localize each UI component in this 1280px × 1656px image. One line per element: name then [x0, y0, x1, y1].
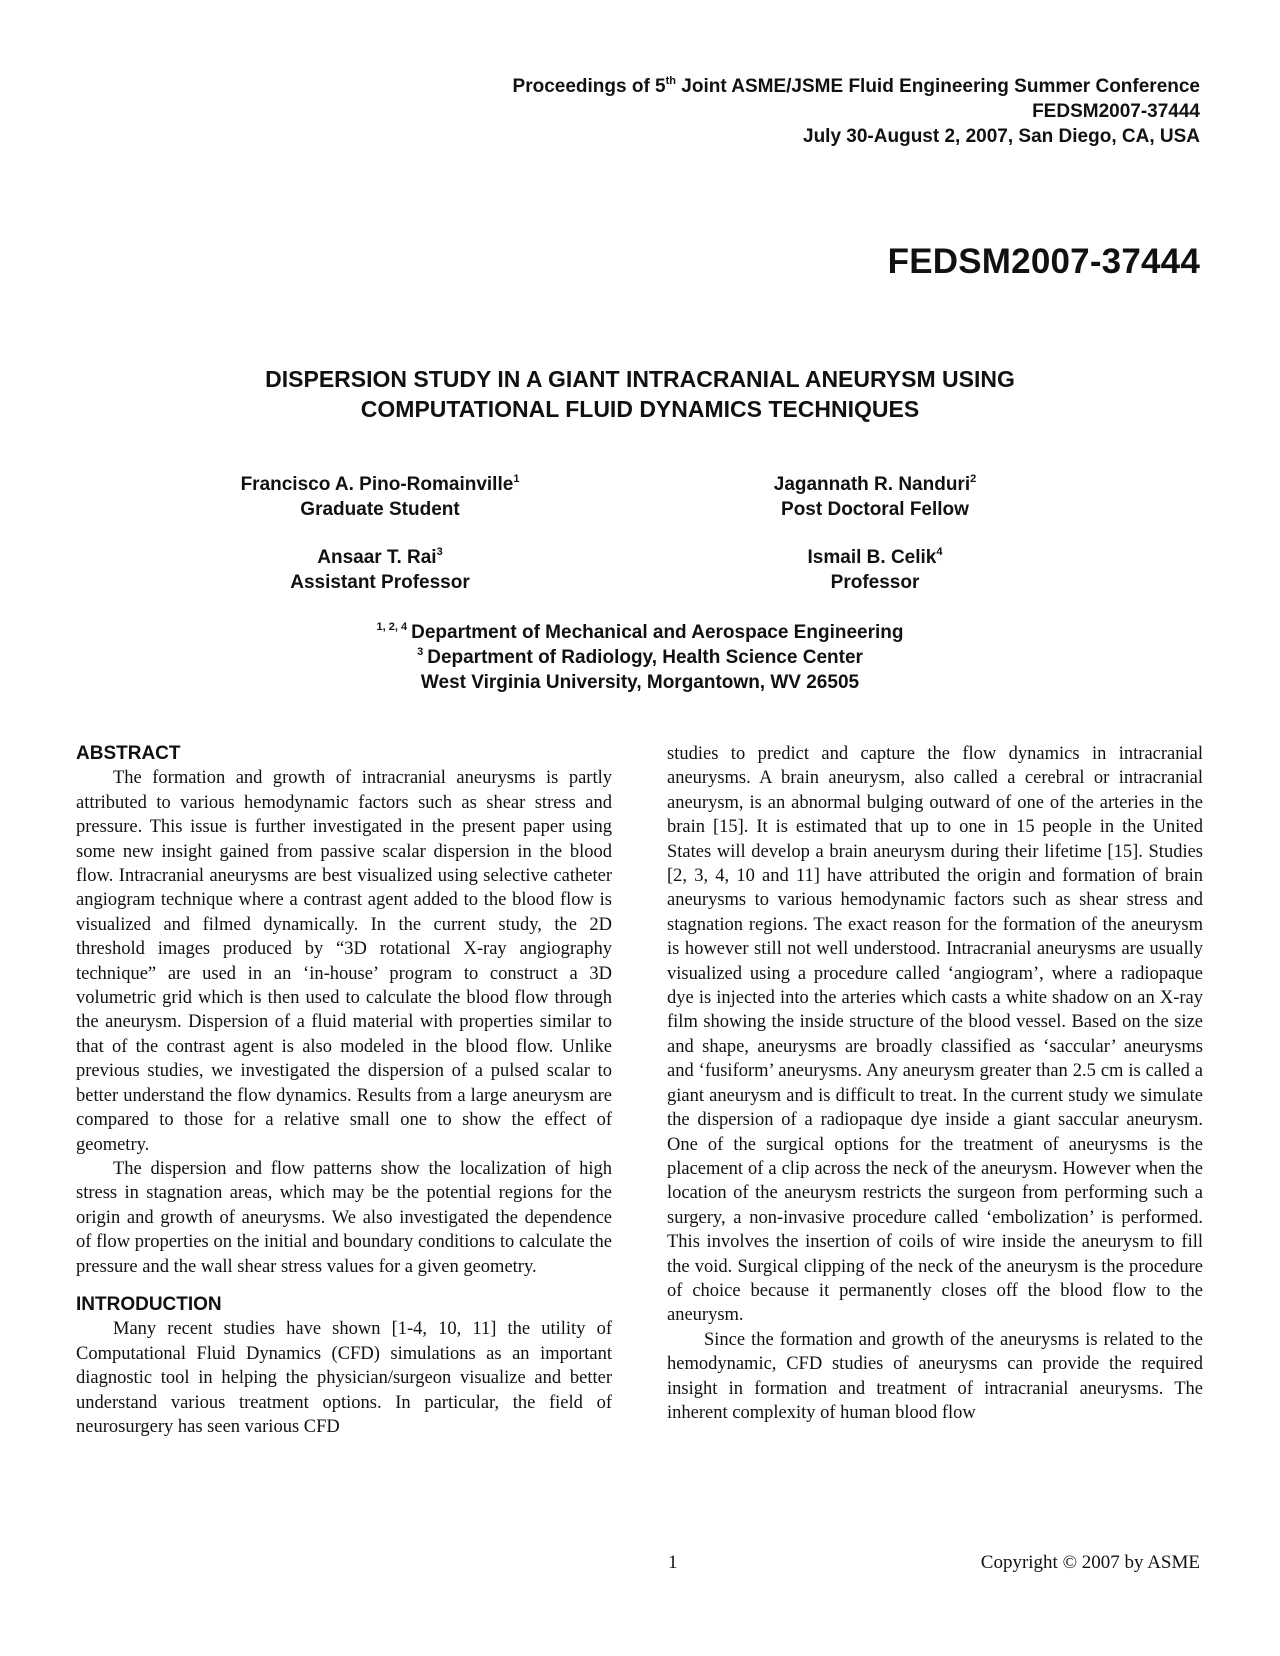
author-role: Graduate Student: [300, 499, 460, 520]
author-name: Ismail B. Celik$^4$: [807, 546, 943, 568]
abstract-paragraph: The formation and growth of intracranial aneurysms is partly attributed to various hemodynamic factors such as shear stress and pressure. This issue is further investigated in the present paper using some new insight gained from passive scalar dispersion in the blood flow. Intracranial aneurysms are best visualized using selective catheter angiogram technique where a contrast agent added to the blood flow is visualized and filmed dynamically. In the current study, the 2D threshold images produced by “3D rotational X-ray angiography technique” are used in an ‘in-house’ program to construct a 3D volumetric grid which is then used to calculate the blood flow through the aneurysm. Dispersion of a fluid material with properties similar to that of the contrast agent is also modeled in the blood flow. Unlike previous studies, we investigated the dispersion of a pulsed scalar to better understand the flow dynamics. Results from a large aneurysm are compared to those for a relative small one to show the effect of geometry.: [76, 768, 612, 1155]
author-block: [170, 472, 590, 522]
copyright-notice: Copyright © 2007 by ASME: [980, 1552, 1200, 1573]
author-block: [665, 545, 1085, 595]
title-line-1: DISPERSION STUDY IN A GIANT INTRACRANIAL ANEURYSM USING: [265, 366, 1015, 392]
introduction-paragraph-continued: studies to predict and capture the flow dynamics in intracranial aneurysms. A brain aneurysm, also called a cerebral or intracranial aneurysm, is an abnormal bulging outward of one of the arteries in the brain [15]. It is estimated that up to one in 15 people in the United States will develop a brain aneurysm during their lifetime [15]. Studies [2, 3, 4, 10 and 11] have attributed the origin and formation of brain aneurysms to various hemodynamic factors such as shear stress and stagnation regions. The exact reason for the formation of the aneurysm is however still not well understood. Intracranial aneurysms are usually visualized using a procedure called ‘angiogram’, where a radiopaque dye is injected into the arteries which casts a white shadow on an X-ray film showing the inside structure of the blood vessel. Based on the size and shape, aneurysms are broadly classified as ‘saccular’ aneurysms and ‘fusiform’ aneurysms. Any aneurysm greater than 2.5 cm is called a giant aneurysm and is difficult to treat. In the current study we simulate the dispersion of a radiopaque dye inside a giant saccular aneurysm. One of the surgical options for the treatment of aneurysms is the placement of a clip across the neck of the aneurysm. However when the location of the aneurysm restricts the surgeon from performing such a surgery, a non-invasive procedure called ‘embolization’ is performed. This involves the insertion of coils of wire inside the aneurysm to fill the void. Surgical clipping of the neck of the aneurysm is the procedure of choice because it permanently closes off the blood flow to the aneurysm.: [667, 744, 1203, 1326]
author-block: [170, 545, 590, 595]
affiliation-line: $^3$ Department of Radiology, Health Science Center: [417, 646, 863, 668]
page-number: 1: [668, 1552, 678, 1573]
author-role: Post Doctoral Fellow: [781, 499, 969, 520]
left-column: [76, 742, 612, 1439]
introduction-heading: INTRODUCTION: [76, 1293, 222, 1315]
author-role: Professor: [830, 572, 920, 593]
introduction-paragraph: Many recent studies have shown [1-4, 10, 11] the utility of Computational Fluid Dynamics (CFD) simulations as an important diagnostic tool in helping the physician/surgeon visualize and better understand various treatment options. In particular, the field of neurosurgery has seen various CFD: [76, 1319, 612, 1437]
right-column: [667, 742, 1203, 1425]
proceedings-code: FEDSM2007-37444: [1032, 101, 1200, 122]
paper-title: [0, 364, 1280, 424]
paper-number: FEDSM2007-37444: [887, 242, 1200, 281]
author-name: Jagannath R. Nanduri$^2$: [773, 473, 977, 495]
affiliation-line: $^{1, 2, 4}$ Department of Mechanical and Aerospace Engineering: [376, 621, 904, 643]
title-line-2: COMPUTATIONAL FLUID DYNAMICS TECHNIQUES: [360, 396, 920, 422]
author-role: Assistant Professor: [290, 572, 470, 593]
section-gap: [76, 1279, 612, 1293]
author-block: [665, 472, 1085, 522]
affiliations: [0, 620, 1280, 695]
abstract-paragraph: The dispersion and flow patterns show the localization of high stress in stagnation areas, which may be the potential regions for the origin and growth of aneurysms. We also investigated the dependence of flow properties on the initial and boundary conditions to calculate the pressure and the wall shear stress values for a given geometry.: [76, 1158, 612, 1277]
author-name: Ansaar T. Rai$^3$: [317, 546, 443, 568]
proceedings-date-location: July 30-August 2, 2007, San Diego, CA, USA: [803, 126, 1200, 147]
affiliation-line: West Virginia University, Morgantown, WV 26505: [420, 672, 860, 693]
proceedings-header: [513, 74, 1200, 149]
abstract-heading: ABSTRACT: [76, 743, 181, 764]
introduction-paragraph: Since the formation and growth of the aneurysms is related to the hemodynamic, CFD studies of aneurysms can provide the required insight in formation and treatment of intracranial aneurysms. The inherent complexity of human blood flow: [667, 1329, 1203, 1423]
author-name: Francisco A. Pino-Romainville$^1$: [240, 473, 520, 495]
proceedings-superscript: th: [665, 75, 677, 87]
proceedings-line: Proceedings of 5th Joint ASME/JSME Fluid Engineering Summer Conference: [512, 75, 1200, 97]
